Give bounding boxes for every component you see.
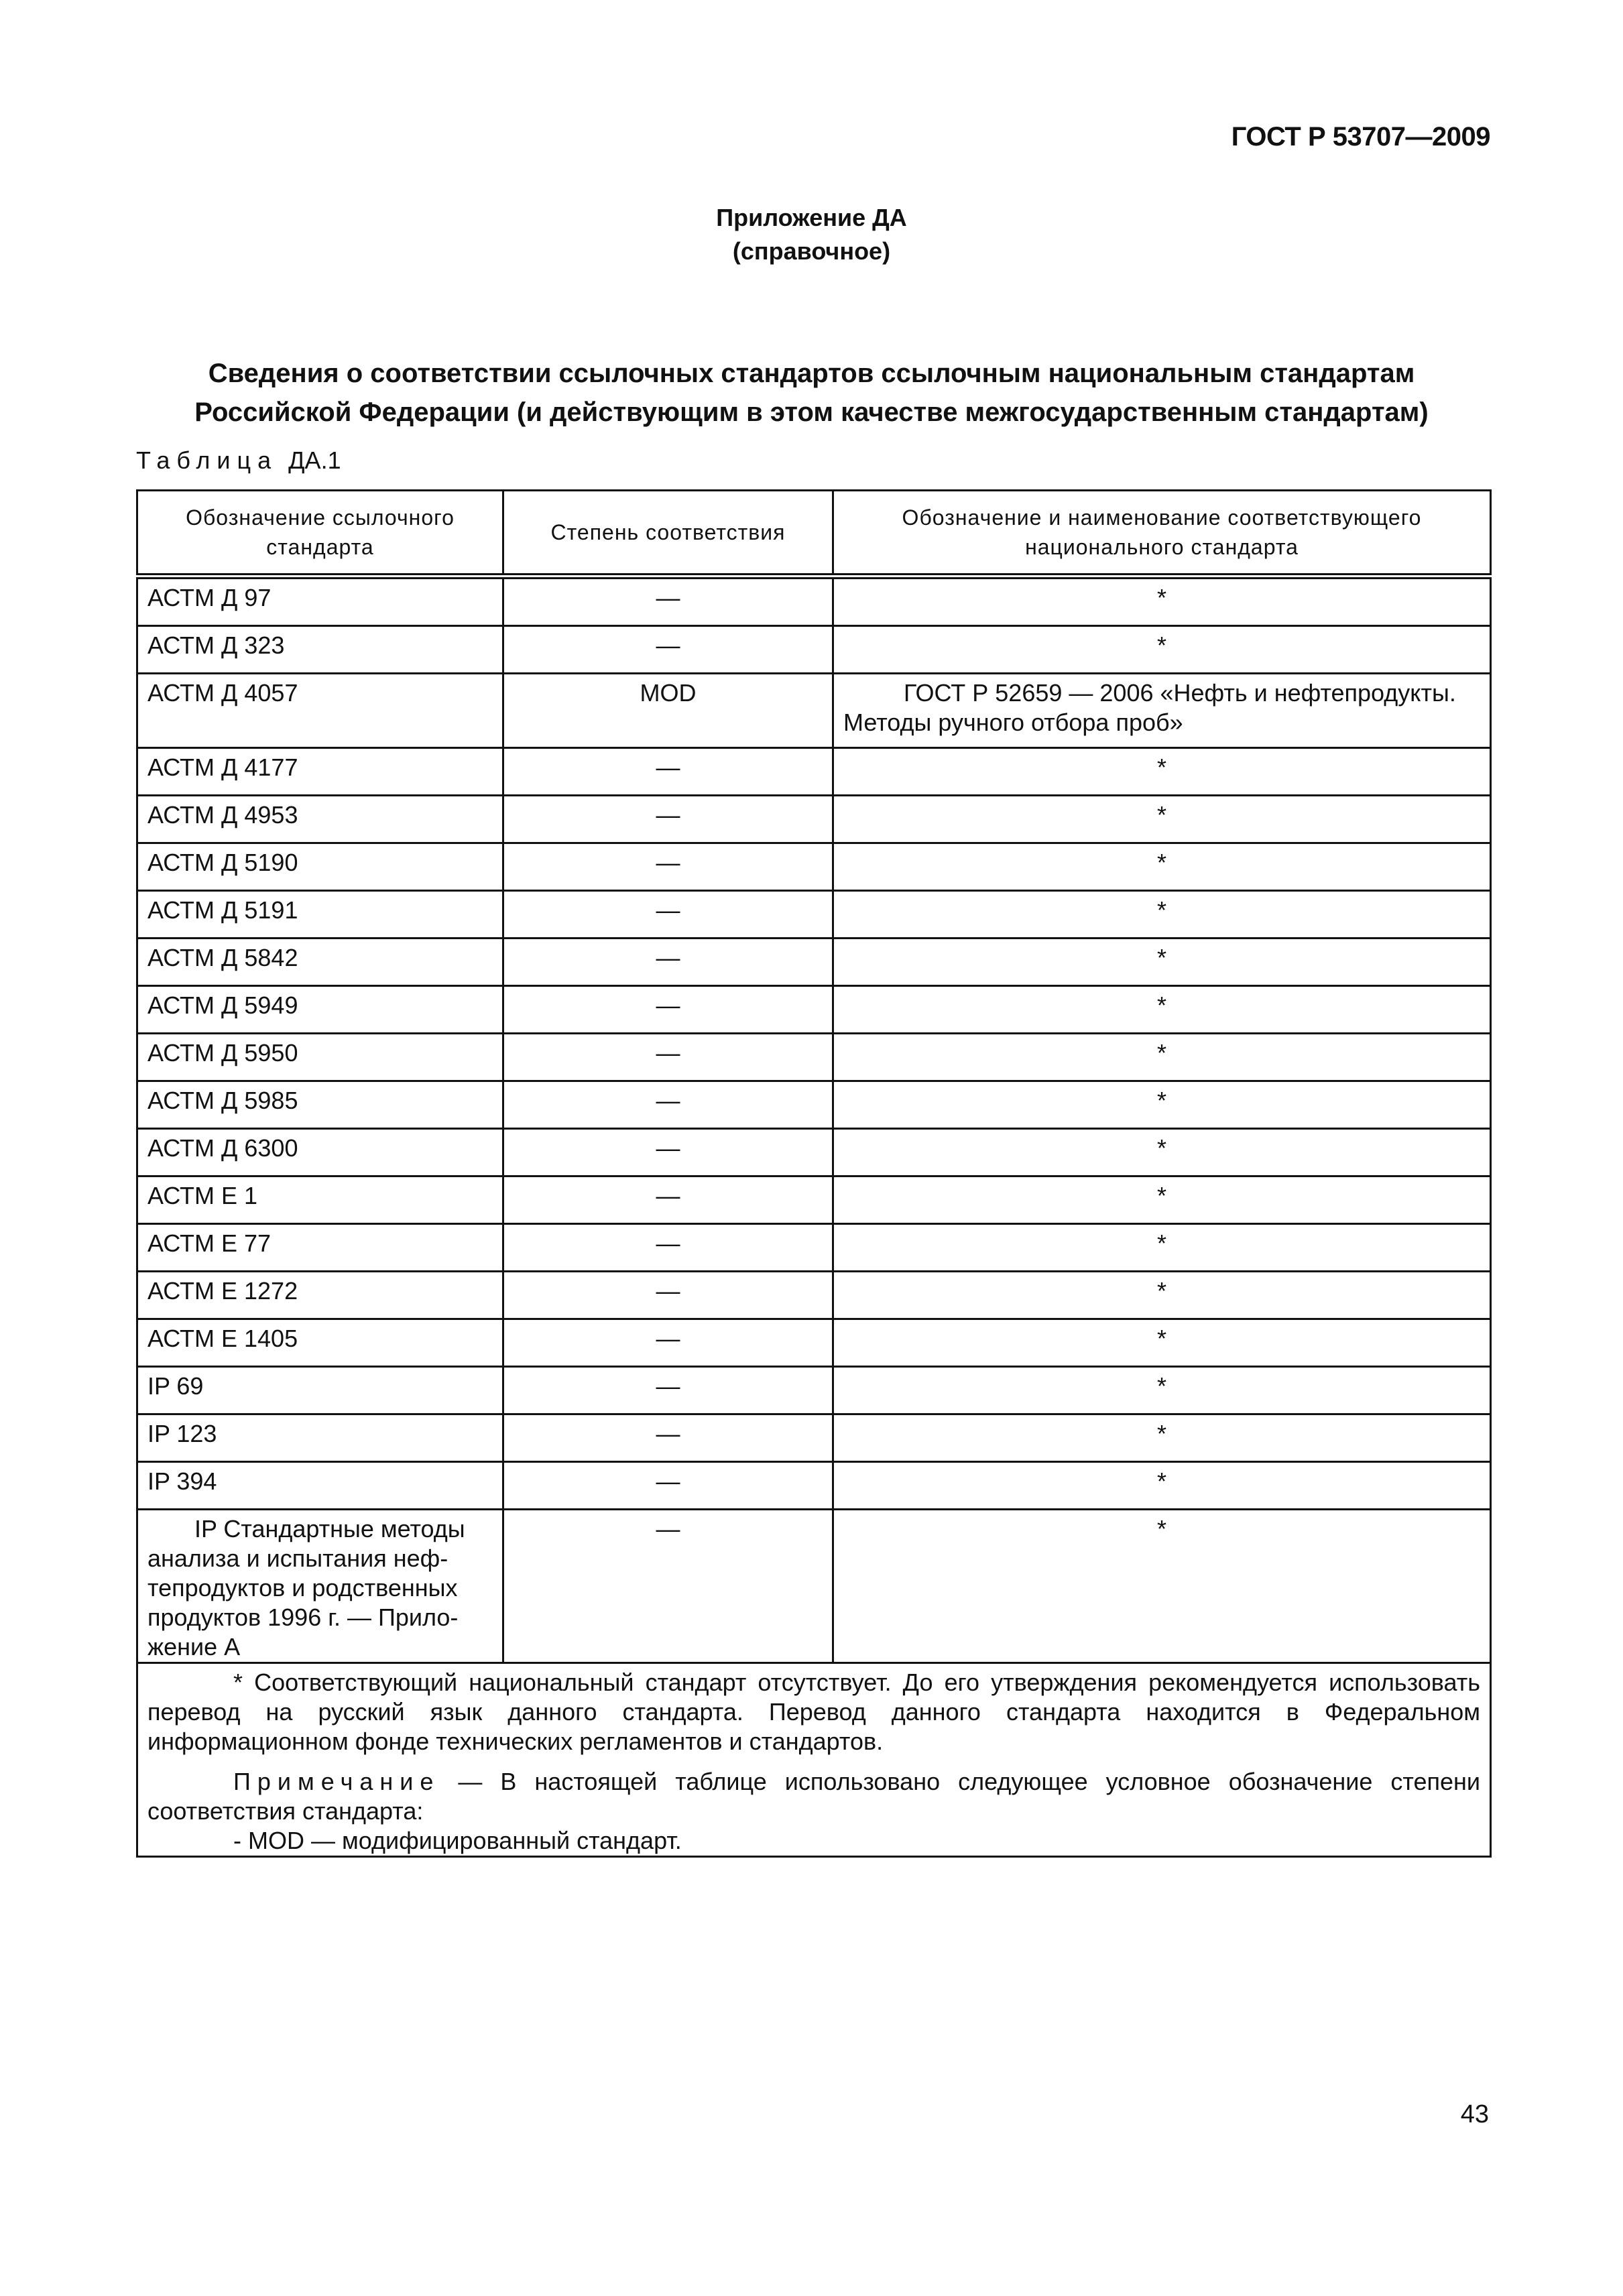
table-row <box>137 1081 1491 1129</box>
table-row <box>137 1224 1491 1272</box>
national-standard-cell: * <box>833 1129 1491 1176</box>
degree-cell: — <box>503 1319 833 1367</box>
note-mod-definition: - MOD — модифицированный стандарт. <box>233 1827 682 1854</box>
national-standard-cell: * <box>833 843 1491 891</box>
table-row <box>137 843 1491 891</box>
table-row <box>137 986 1491 1034</box>
national-standard-cell: * <box>833 986 1491 1034</box>
reference-standard-line: IP Стандартные методы <box>194 1515 465 1543</box>
reference-standard-cell: АСТМ Д 5842 <box>137 939 503 986</box>
reference-standard-line: анализа и испытания неф- <box>147 1545 448 1572</box>
footnote: * Соответствующий национальный стандарт отсутствует. До его утверждения рекомендуется использовать перевод на русский язык данного стандарта. Перевод данного стандарта находится в Федеральном информационном фонде технических регламентов и стандартов. <box>147 1669 1480 1755</box>
document-code: ГОСТ Р 53707—2009 <box>1231 122 1490 152</box>
degree-cell: — <box>503 1081 833 1129</box>
table-row <box>137 1462 1491 1510</box>
header-national-standard: Обозначение и наименование соответствующего национального стандарта <box>833 491 1491 577</box>
national-standard-cell: * <box>833 1081 1491 1129</box>
appendix-subtitle: (справочное) <box>732 237 891 265</box>
reference-standard-cell: АСТМ Е 1272 <box>137 1272 503 1319</box>
national-standard-cell: * <box>833 1034 1491 1081</box>
degree-cell: — <box>503 891 833 939</box>
degree-cell: — <box>503 1462 833 1510</box>
reference-standard-cell: АСТМ Д 6300 <box>137 1129 503 1176</box>
table-row <box>137 1414 1491 1462</box>
national-standard-cell: * <box>833 1510 1491 1663</box>
degree-cell: — <box>503 1414 833 1462</box>
degree-cell: — <box>503 577 833 626</box>
table-row <box>137 1272 1491 1319</box>
table-row <box>137 1319 1491 1367</box>
reference-standard-line: жение А <box>147 1633 241 1660</box>
reference-standard-cell: АСТМ Д 5950 <box>137 1034 503 1081</box>
national-standard-cell: * <box>833 939 1491 986</box>
table-row <box>137 1176 1491 1224</box>
table-row <box>137 891 1491 939</box>
appendix-heading <box>0 201 1623 268</box>
degree-cell: — <box>503 1034 833 1081</box>
note-word: Примечание <box>233 1768 440 1795</box>
reference-standard-cell: АСТМ Д 97 <box>137 577 503 626</box>
appendix-title: Приложение ДА <box>716 204 907 231</box>
table-notes-row <box>137 1663 1491 1857</box>
national-standard-line-2: Методы ручного отбора проб» <box>843 709 1183 736</box>
standards-correspondence-table <box>136 489 1492 1858</box>
table-label-number: ДА.1 <box>288 446 341 474</box>
degree-cell: — <box>503 843 833 891</box>
reference-standard-cell: АСТМ Д 323 <box>137 626 503 674</box>
degree-cell: — <box>503 1272 833 1319</box>
reference-standard-cell: АСТМ Е 77 <box>137 1224 503 1272</box>
national-standard-cell <box>833 674 1491 748</box>
document-title-line-2: Российской Федерации (и действующим в этом качестве межгосударственным стандартам) <box>194 398 1429 427</box>
national-standard-cell: * <box>833 748 1491 796</box>
page-number: 43 <box>1460 2100 1489 2128</box>
national-standard-cell: * <box>833 626 1491 674</box>
reference-standard-cell <box>137 1510 503 1663</box>
note-text: — В настоящей таблице использовано следующее условное обозначение степени соответствия стандарта: <box>147 1768 1480 1825</box>
reference-standard-cell: АСТМ Д 5949 <box>137 986 503 1034</box>
table-row <box>137 1367 1491 1414</box>
reference-standard-cell: АСТМ Е 1405 <box>137 1319 503 1367</box>
reference-standard-cell: АСТМ Е 1 <box>137 1176 503 1224</box>
degree-cell: — <box>503 748 833 796</box>
document-title-line-1: Сведения о соответствии ссылочных стандартов ссылочным национальным стандартам <box>208 359 1415 388</box>
reference-standard-line: продуктов 1996 г. — Прило- <box>147 1604 459 1631</box>
national-standard-line-1: ГОСТ Р 52659 — 2006 «Нефть и нефтепродукты. <box>904 679 1456 707</box>
national-standard-cell: * <box>833 1462 1491 1510</box>
national-standard-cell: * <box>833 1176 1491 1224</box>
degree-cell: — <box>503 1129 833 1176</box>
reference-standard-cell: АСТМ Д 5191 <box>137 891 503 939</box>
degree-cell: — <box>503 986 833 1034</box>
degree-cell: — <box>503 626 833 674</box>
document-title <box>0 354 1623 432</box>
table-row <box>137 748 1491 796</box>
table-notes <box>137 1663 1491 1857</box>
national-standard-cell: * <box>833 891 1491 939</box>
table-row <box>137 626 1491 674</box>
table-row <box>137 939 1491 986</box>
reference-standard-cell: IP 394 <box>137 1462 503 1510</box>
table-row <box>137 674 1491 748</box>
table-label <box>136 446 341 475</box>
national-standard-cell: * <box>833 796 1491 843</box>
reference-standard-cell: IP 123 <box>137 1414 503 1462</box>
reference-standard-cell: АСТМ Д 4057 <box>137 674 503 748</box>
reference-standard-cell: АСТМ Д 5985 <box>137 1081 503 1129</box>
reference-standard-line: тепродуктов и родственных <box>147 1574 458 1602</box>
table-row <box>137 1129 1491 1176</box>
table-label-word: Таблица <box>136 446 278 474</box>
national-standard-cell: * <box>833 1319 1491 1367</box>
national-standard-cell: * <box>833 1414 1491 1462</box>
reference-standard-cell: АСТМ Д 4953 <box>137 796 503 843</box>
degree-cell: MOD <box>503 674 833 748</box>
header-correspondence-degree: Степень соответствия <box>503 491 833 577</box>
table-row <box>137 1510 1491 1663</box>
note <box>147 1767 1480 1856</box>
degree-cell: — <box>503 939 833 986</box>
table-row <box>137 1034 1491 1081</box>
reference-standard-cell: АСТМ Д 5190 <box>137 843 503 891</box>
degree-cell: — <box>503 1510 833 1663</box>
national-standard-cell: * <box>833 1367 1491 1414</box>
degree-cell: — <box>503 1176 833 1224</box>
reference-standard-cell: IP 69 <box>137 1367 503 1414</box>
degree-cell: — <box>503 1367 833 1414</box>
national-standard-cell: * <box>833 1272 1491 1319</box>
table-header-row <box>137 491 1491 577</box>
table-row <box>137 577 1491 626</box>
header-reference-standard: Обозначение ссылочного стандарта <box>137 491 503 577</box>
reference-standard-cell: АСТМ Д 4177 <box>137 748 503 796</box>
national-standard-cell: * <box>833 577 1491 626</box>
degree-cell: — <box>503 1224 833 1272</box>
degree-cell: — <box>503 796 833 843</box>
national-standard-cell: * <box>833 1224 1491 1272</box>
table-row <box>137 796 1491 843</box>
